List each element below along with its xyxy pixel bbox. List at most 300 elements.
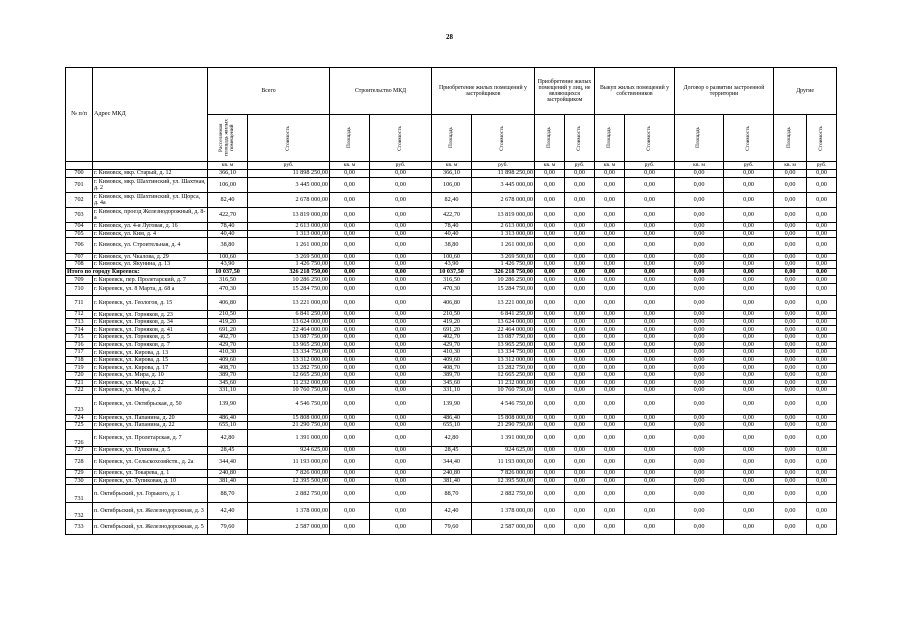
cell-cost: 4 546 750,00 xyxy=(248,394,330,414)
cell-cost: 0,00 xyxy=(807,230,837,238)
cell-cost: 2 678 000,00 xyxy=(472,192,535,207)
cell-area: 0,00 xyxy=(675,429,724,446)
cell-area: 0,00 xyxy=(330,429,370,446)
row-number: 716 xyxy=(66,341,93,349)
cell-area: 88,70 xyxy=(432,485,472,503)
cell-area: 0,00 xyxy=(774,223,807,231)
cell-area: 0,00 xyxy=(330,364,370,372)
cell-area: 655,10 xyxy=(208,422,248,430)
cell-area: 0,00 xyxy=(595,283,625,295)
table-row xyxy=(66,422,837,430)
row-number: 718 xyxy=(66,356,93,364)
cell-cost: 13 282 750,00 xyxy=(248,364,330,372)
cell-cost: 0,00 xyxy=(724,326,774,334)
row-number: 719 xyxy=(66,364,93,372)
cell-cost: 12 395 500,00 xyxy=(248,477,330,485)
cell-cost: 1 391 000,00 xyxy=(248,429,330,446)
cell-area: 0,00 xyxy=(774,520,807,535)
cell-area: 0,00 xyxy=(595,503,625,520)
cell-cost: 0,00 xyxy=(724,394,774,414)
cell-area: 0,00 xyxy=(675,283,724,295)
cell-cost: 0,00 xyxy=(370,520,432,535)
row-number: 730 xyxy=(66,477,93,485)
row-number: 733 xyxy=(66,520,93,535)
cell-cost: 0,00 xyxy=(807,223,837,231)
cell-area: 0,00 xyxy=(535,364,565,372)
cell-area: 79,60 xyxy=(432,520,472,535)
group-header-construction: Строительство МКД xyxy=(330,68,432,115)
row-address: г. Киреевск, ул. Кирова, д. 17 xyxy=(93,364,208,372)
cell-area: 470,30 xyxy=(432,283,472,295)
cell-cost: 0,00 xyxy=(370,349,432,357)
cell-area: 10 037,50 xyxy=(432,268,472,276)
cell-area: 0,00 xyxy=(535,394,565,414)
cell-area: 0,00 xyxy=(330,170,370,178)
cell-cost: 13 624 000,00 xyxy=(248,318,330,326)
cell-cost: 13 282 750,00 xyxy=(472,364,535,372)
group-header-other: Другие xyxy=(774,68,837,115)
row-number: 724 xyxy=(66,414,93,422)
cell-cost: 0,00 xyxy=(807,379,837,387)
cell-area: 0,00 xyxy=(774,283,807,295)
cell-area: 402,70 xyxy=(208,334,248,342)
cell-cost: 0,00 xyxy=(625,253,675,261)
row-address: Итого по городу Киреевск: xyxy=(66,268,208,276)
cell-cost: 13 221 000,00 xyxy=(472,296,535,311)
cell-area: 0,00 xyxy=(330,238,370,253)
row-address: г. Киреевск, ул. Папанина, д. 22 xyxy=(93,422,208,430)
cell-cost: 0,00 xyxy=(370,334,432,342)
row-number: 702 xyxy=(66,192,93,207)
cell-area: 0,00 xyxy=(595,387,625,395)
table-row xyxy=(66,379,837,387)
cell-area: 40,40 xyxy=(208,230,248,238)
table-row xyxy=(66,326,837,334)
cell-cost: 0,00 xyxy=(807,485,837,503)
cell-area: 0,00 xyxy=(675,192,724,207)
cell-area: 0,00 xyxy=(535,276,565,284)
cell-area: 0,00 xyxy=(595,485,625,503)
cell-cost: 13 965 250,00 xyxy=(472,341,535,349)
cell-area: 0,00 xyxy=(675,422,724,430)
cell-cost: 2 613 000,00 xyxy=(248,223,330,231)
cell-cost: 0,00 xyxy=(370,238,432,253)
cell-area: 486,40 xyxy=(432,414,472,422)
cell-cost: 0,00 xyxy=(807,447,837,455)
cell-cost: 0,00 xyxy=(807,238,837,253)
row-address: г. Киреевск, ул. Кирова, д. 13 xyxy=(93,349,208,357)
cell-area: 0,00 xyxy=(330,276,370,284)
cell-cost: 0,00 xyxy=(724,477,774,485)
row-address: г. Киреевск, ул. Горняков, д. 34 xyxy=(93,318,208,326)
cell-area: 419,20 xyxy=(208,318,248,326)
cell-area: 0,00 xyxy=(535,170,565,178)
cell-area: 402,70 xyxy=(432,334,472,342)
subheader-cost: Стоимость xyxy=(565,115,595,162)
row-address: г. Киреевск, пер. Пролетарский, д. 7 xyxy=(93,276,208,284)
cell-area: 0,00 xyxy=(595,177,625,192)
table-row xyxy=(66,230,837,238)
cell-area: 381,40 xyxy=(432,477,472,485)
cell-cost: 0,00 xyxy=(565,170,595,178)
cell-area: 422,70 xyxy=(432,207,472,222)
table-row xyxy=(66,276,837,284)
cell-cost: 0,00 xyxy=(370,261,432,269)
cell-cost: 0,00 xyxy=(724,230,774,238)
cell-cost: 3 269 500,00 xyxy=(472,253,535,261)
cell-area: 0,00 xyxy=(774,394,807,414)
cell-area: 0,00 xyxy=(675,387,724,395)
cell-cost: 0,00 xyxy=(370,207,432,222)
cell-area: 210,50 xyxy=(432,311,472,319)
cell-cost: 0,00 xyxy=(370,318,432,326)
cell-area: 0,00 xyxy=(675,341,724,349)
cell-cost: 10 286 250,00 xyxy=(472,276,535,284)
subheader-area: Площадь xyxy=(535,115,565,162)
cell-cost: 0,00 xyxy=(625,469,675,477)
row-number: 722 xyxy=(66,387,93,395)
cell-cost: 924 625,00 xyxy=(472,447,535,455)
row-number: 732 xyxy=(66,503,93,520)
cell-cost: 0,00 xyxy=(807,192,837,207)
cell-cost: 0,00 xyxy=(724,454,774,469)
cell-cost: 0,00 xyxy=(724,192,774,207)
cell-area: 106,00 xyxy=(208,177,248,192)
row-number: 700 xyxy=(66,170,93,178)
cell-area: 0,00 xyxy=(595,326,625,334)
cell-area: 0,00 xyxy=(330,372,370,380)
cell-cost: 0,00 xyxy=(724,356,774,364)
cell-cost: 0,00 xyxy=(724,318,774,326)
table-row xyxy=(66,414,837,422)
cell-cost: 10 760 750,00 xyxy=(472,387,535,395)
cell-area: 0,00 xyxy=(535,503,565,520)
cell-area: 0,00 xyxy=(535,177,565,192)
cell-cost: 0,00 xyxy=(370,422,432,430)
cell-cost: 2 613 000,00 xyxy=(472,223,535,231)
cell-cost: 0,00 xyxy=(807,296,837,311)
cell-area: 0,00 xyxy=(675,356,724,364)
cell-cost: 0,00 xyxy=(625,394,675,414)
cell-area: 331,10 xyxy=(432,387,472,395)
cell-cost: 0,00 xyxy=(625,192,675,207)
cell-cost: 0,00 xyxy=(807,318,837,326)
unit-area: кв. м xyxy=(774,162,807,170)
cell-area: 0,00 xyxy=(774,372,807,380)
unit-area: кв. м xyxy=(595,162,625,170)
subheader-area: Площадь xyxy=(774,115,807,162)
cell-cost: 0,00 xyxy=(625,503,675,520)
cell-cost: 0,00 xyxy=(807,207,837,222)
cell-area: 0,00 xyxy=(675,170,724,178)
cell-cost: 0,00 xyxy=(565,261,595,269)
cell-cost: 0,00 xyxy=(807,356,837,364)
cell-area: 0,00 xyxy=(675,372,724,380)
cell-area: 422,70 xyxy=(208,207,248,222)
table-body xyxy=(66,170,837,535)
unit-area: кв. м xyxy=(330,162,370,170)
cell-cost: 0,00 xyxy=(370,379,432,387)
row-address: г. Киреевск, ул. Кирова, д. 15 xyxy=(93,356,208,364)
row-address: г. Кимовск, ул. 4-я Луговая, д. 16 xyxy=(93,223,208,231)
cell-area: 316,50 xyxy=(432,276,472,284)
cell-area: 419,20 xyxy=(432,318,472,326)
cell-area: 0,00 xyxy=(535,261,565,269)
cell-area: 210,50 xyxy=(208,311,248,319)
cell-area: 0,00 xyxy=(330,192,370,207)
row-address: г. Киреевск, ул. Тупиковая, д. 10 xyxy=(93,477,208,485)
cell-area: 0,00 xyxy=(535,469,565,477)
cell-cost: 13 965 250,00 xyxy=(248,341,330,349)
cell-cost: 0,00 xyxy=(625,283,675,295)
cell-area: 0,00 xyxy=(675,261,724,269)
cell-cost: 0,00 xyxy=(724,341,774,349)
cell-area: 0,00 xyxy=(535,283,565,295)
cell-area: 0,00 xyxy=(535,318,565,326)
cell-area: 0,00 xyxy=(595,223,625,231)
cell-cost: 0,00 xyxy=(565,341,595,349)
cell-area: 0,00 xyxy=(595,192,625,207)
unit-area: кв. м xyxy=(535,162,565,170)
cell-cost: 0,00 xyxy=(370,356,432,364)
cell-cost: 21 290 750,00 xyxy=(472,422,535,430)
cell-cost: 0,00 xyxy=(370,283,432,295)
cell-cost: 1 426 750,00 xyxy=(472,261,535,269)
cell-cost: 0,00 xyxy=(565,276,595,284)
table-row xyxy=(66,334,837,342)
table-row xyxy=(66,207,837,222)
cell-area: 38,80 xyxy=(208,238,248,253)
cell-cost: 0,00 xyxy=(625,485,675,503)
cell-cost: 0,00 xyxy=(565,364,595,372)
cell-area: 0,00 xyxy=(774,387,807,395)
cell-cost: 0,00 xyxy=(807,177,837,192)
cell-area: 0,00 xyxy=(535,454,565,469)
cell-cost: 3 445 000,00 xyxy=(472,177,535,192)
table-row xyxy=(66,503,837,520)
cell-area: 0,00 xyxy=(330,268,370,276)
cell-cost: 0,00 xyxy=(724,223,774,231)
cell-cost: 1 378 000,00 xyxy=(248,503,330,520)
cell-cost: 4 546 750,00 xyxy=(472,394,535,414)
total-row xyxy=(66,268,837,276)
cell-area: 240,80 xyxy=(208,469,248,477)
cell-area: 0,00 xyxy=(774,207,807,222)
cell-area: 0,00 xyxy=(595,447,625,455)
cell-area: 366,10 xyxy=(208,170,248,178)
cell-area: 410,30 xyxy=(208,349,248,357)
cell-cost: 0,00 xyxy=(807,261,837,269)
cell-area: 0,00 xyxy=(330,454,370,469)
cell-area: 406,80 xyxy=(432,296,472,311)
cell-cost: 0,00 xyxy=(565,379,595,387)
cell-cost: 0,00 xyxy=(625,364,675,372)
row-number: 721 xyxy=(66,379,93,387)
cell-area: 0,00 xyxy=(330,422,370,430)
cell-area: 381,40 xyxy=(208,477,248,485)
cell-area: 0,00 xyxy=(595,334,625,342)
table-row xyxy=(66,170,837,178)
cell-cost: 15 284 750,00 xyxy=(248,283,330,295)
cell-area: 0,00 xyxy=(774,326,807,334)
cell-area: 0,00 xyxy=(774,268,807,276)
cell-area: 43,90 xyxy=(432,261,472,269)
cell-area: 0,00 xyxy=(595,349,625,357)
cell-area: 0,00 xyxy=(675,477,724,485)
cell-cost: 0,00 xyxy=(625,341,675,349)
cell-area: 0,00 xyxy=(675,238,724,253)
cell-cost: 0,00 xyxy=(807,477,837,485)
cell-area: 0,00 xyxy=(595,238,625,253)
cell-area: 0,00 xyxy=(535,447,565,455)
cell-cost: 0,00 xyxy=(370,223,432,231)
cell-cost: 0,00 xyxy=(625,318,675,326)
cell-cost: 0,00 xyxy=(565,469,595,477)
cell-cost: 0,00 xyxy=(625,422,675,430)
cell-area: 0,00 xyxy=(774,318,807,326)
cell-area: 42,80 xyxy=(208,429,248,446)
unit-cost: руб. xyxy=(807,162,837,170)
cell-cost: 0,00 xyxy=(565,503,595,520)
cell-area: 0,00 xyxy=(535,356,565,364)
row-address: г. Киреевск, ул. Горняков, д. 7 xyxy=(93,341,208,349)
cell-cost: 0,00 xyxy=(565,485,595,503)
cell-area: 0,00 xyxy=(774,334,807,342)
cell-cost: 0,00 xyxy=(565,192,595,207)
row-number: 725 xyxy=(66,422,93,430)
cell-cost: 0,00 xyxy=(625,429,675,446)
row-number: 708 xyxy=(66,261,93,269)
cell-cost: 13 087 750,00 xyxy=(248,334,330,342)
cell-cost: 0,00 xyxy=(724,379,774,387)
cell-area: 0,00 xyxy=(595,253,625,261)
cell-cost: 0,00 xyxy=(625,447,675,455)
cell-area: 0,00 xyxy=(675,223,724,231)
cell-cost: 0,00 xyxy=(807,503,837,520)
cell-area: 0,00 xyxy=(535,192,565,207)
row-number: 704 xyxy=(66,223,93,231)
subheader-area: Площадь xyxy=(330,115,370,162)
cell-area: 691,20 xyxy=(432,326,472,334)
cell-area: 100,60 xyxy=(208,253,248,261)
cell-area: 0,00 xyxy=(330,296,370,311)
cell-cost: 0,00 xyxy=(724,334,774,342)
cell-cost: 0,00 xyxy=(370,192,432,207)
cell-cost: 0,00 xyxy=(724,349,774,357)
cell-area: 0,00 xyxy=(330,207,370,222)
row-number: 706 xyxy=(66,238,93,253)
row-address: г. Кимовск, проезд Железнодорожный, д. 8-а xyxy=(93,207,208,222)
cell-cost: 3 445 000,00 xyxy=(248,177,330,192)
row-number: 703 xyxy=(66,207,93,222)
cell-cost: 10 286 250,00 xyxy=(248,276,330,284)
cell-cost: 11 193 000,00 xyxy=(472,454,535,469)
cell-area: 0,00 xyxy=(675,394,724,414)
cell-cost: 1 378 000,00 xyxy=(472,503,535,520)
row-address: г. Киреевск, ул. 8 Марта, д. 68 а xyxy=(93,283,208,295)
cell-area: 0,00 xyxy=(535,296,565,311)
cell-area: 0,00 xyxy=(774,447,807,455)
cell-cost: 0,00 xyxy=(370,503,432,520)
cell-cost: 0,00 xyxy=(625,170,675,178)
cell-area: 0,00 xyxy=(535,326,565,334)
cell-area: 0,00 xyxy=(595,341,625,349)
cell-cost: 0,00 xyxy=(565,477,595,485)
group-header-total: Всего xyxy=(208,68,330,115)
cell-cost: 0,00 xyxy=(807,341,837,349)
cell-area: 470,30 xyxy=(208,283,248,295)
cell-area: 0,00 xyxy=(330,318,370,326)
cell-cost: 15 808 000,00 xyxy=(248,414,330,422)
cell-area: 0,00 xyxy=(535,230,565,238)
cell-cost: 2 587 000,00 xyxy=(472,520,535,535)
cell-area: 0,00 xyxy=(675,276,724,284)
cell-cost: 0,00 xyxy=(724,485,774,503)
cell-area: 0,00 xyxy=(330,349,370,357)
cell-cost: 326 218 750,00 xyxy=(248,268,330,276)
cell-cost: 0,00 xyxy=(807,520,837,535)
cell-area: 0,00 xyxy=(330,311,370,319)
cell-cost: 11 898 250,00 xyxy=(472,170,535,178)
cell-area: 0,00 xyxy=(330,177,370,192)
cell-cost: 0,00 xyxy=(724,364,774,372)
cell-cost: 0,00 xyxy=(724,296,774,311)
cell-cost: 0,00 xyxy=(565,422,595,430)
cell-area: 0,00 xyxy=(535,520,565,535)
row-number: 705 xyxy=(66,230,93,238)
cell-area: 0,00 xyxy=(675,207,724,222)
table-row xyxy=(66,364,837,372)
cell-cost: 11 898 250,00 xyxy=(248,170,330,178)
cell-area: 0,00 xyxy=(675,364,724,372)
cell-cost: 2 678 000,00 xyxy=(248,192,330,207)
cell-area: 0,00 xyxy=(675,253,724,261)
cell-cost: 0,00 xyxy=(370,276,432,284)
row-address: п. Октябрьский, ул. Горького, д. 1 xyxy=(93,485,208,503)
group-header-development-contract: Договор о развитии застроенной территории xyxy=(675,68,774,115)
cell-area: 0,00 xyxy=(595,311,625,319)
cell-cost: 0,00 xyxy=(565,207,595,222)
unit-cost: руб. xyxy=(724,162,774,170)
subheader-cost: Стоимость xyxy=(625,115,675,162)
cell-area: 0,00 xyxy=(774,469,807,477)
subheader-cost: Стоимость xyxy=(370,115,432,162)
cell-area: 28,45 xyxy=(432,447,472,455)
subheader-cost: Стоимость xyxy=(724,115,774,162)
table-row xyxy=(66,253,837,261)
cell-cost: 0,00 xyxy=(724,283,774,295)
row-number: 720 xyxy=(66,372,93,380)
cell-area: 0,00 xyxy=(595,268,625,276)
cell-cost: 0,00 xyxy=(565,318,595,326)
row-address: г. Киреевск, ул. Мира, д. 12 xyxy=(93,379,208,387)
cell-area: 655,10 xyxy=(432,422,472,430)
cell-area: 0,00 xyxy=(330,503,370,520)
unit-cost: руб. xyxy=(370,162,432,170)
cell-cost: 0,00 xyxy=(625,311,675,319)
cell-cost: 0,00 xyxy=(370,372,432,380)
cell-cost: 0,00 xyxy=(724,261,774,269)
cell-area: 0,00 xyxy=(595,477,625,485)
cell-area: 486,40 xyxy=(208,414,248,422)
cell-area: 106,00 xyxy=(432,177,472,192)
cell-cost: 0,00 xyxy=(370,414,432,422)
table-row xyxy=(66,261,837,269)
cell-area: 100,60 xyxy=(432,253,472,261)
cell-cost: 0,00 xyxy=(807,268,837,276)
cell-cost: 2 882 750,00 xyxy=(248,485,330,503)
table-row xyxy=(66,356,837,364)
